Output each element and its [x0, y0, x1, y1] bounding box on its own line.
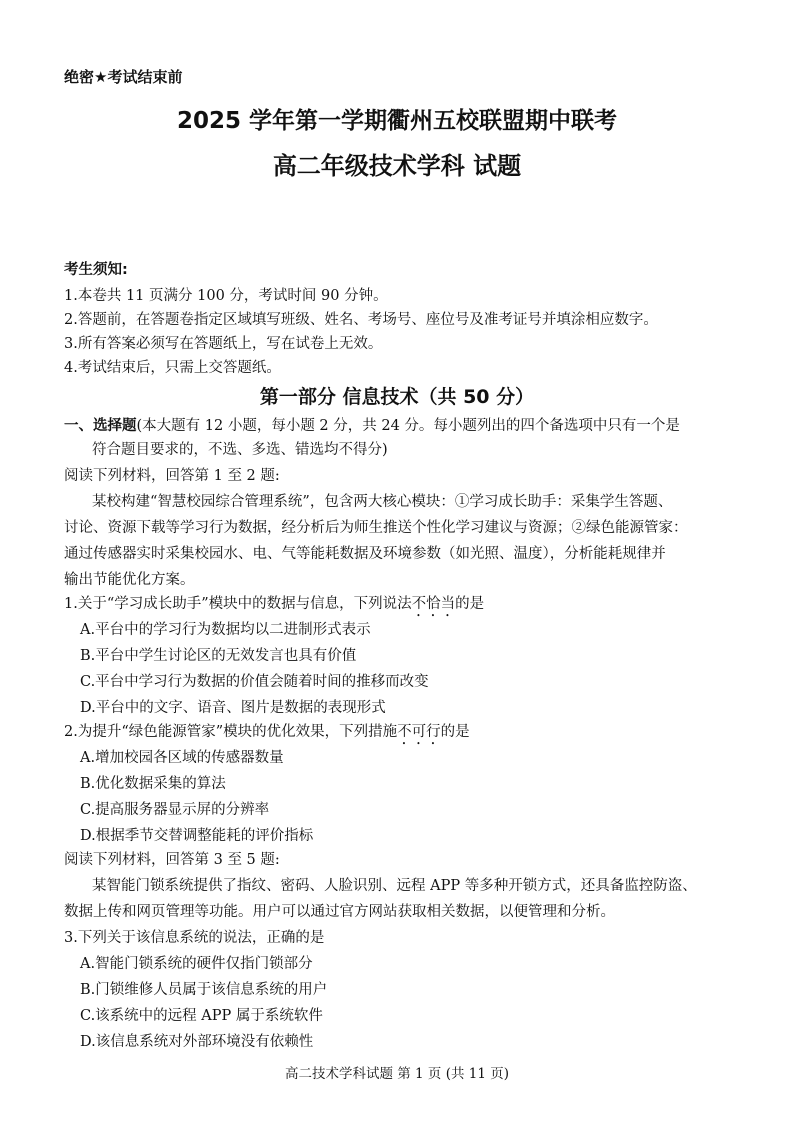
reading-intro: 阅读下列材料，回答第 3 至 5 题: — [64, 852, 280, 868]
material-line: 某校构建“智慧校园综合管理系统”，包含两大核心模块：①学习成长助手：采集学生答题、 — [92, 494, 673, 510]
option-d: D.该信息系统对外部环境没有依赖性 — [80, 1034, 314, 1050]
stem-emphasis: 不恰当 — [411, 596, 456, 612]
choice-label: 一、选择题 — [64, 418, 137, 434]
exam-subtitle: 高二年级技术学科 试题 — [272, 152, 522, 180]
notice-item: 3.所有答案必须写在答题纸上，写在试卷上无效。 — [64, 336, 383, 352]
option-d: D.平台中的文字、语音、图片是数据的表现形式 — [80, 700, 386, 716]
exam-title: 2025 学年第一学期衢州五校联盟期中联考 — [176, 108, 618, 134]
question-2-stem — [64, 720, 470, 748]
option-c: C.平台中学习行为数据的价值会随着时间的推移而改变 — [80, 674, 429, 690]
question-1-stem — [64, 592, 484, 620]
question-3-stem: 3.下列关于该信息系统的说法，正确的是 — [64, 930, 325, 946]
option-b: B.平台中学生讨论区的无效发言也具有价值 — [80, 648, 357, 664]
option-b: B.优化数据采集的算法 — [80, 776, 226, 792]
page-footer: 高二技术学科试题 第 1 页 (共 11 页) — [284, 1066, 510, 1082]
part-title: 第一部分 信息技术（共 50 分） — [259, 386, 535, 408]
stem-emphasis: 不可行 — [397, 724, 441, 740]
option-c: C.该系统中的远程 APP 属于系统软件 — [80, 1008, 323, 1024]
material-line: 讨论、资源下载等学习行为数据，经分析后为师生推送个性化学习建议与资源；②绿色能源管家： — [64, 520, 688, 536]
notice-heading: 考生须知: — [64, 262, 128, 278]
material-line: 通过传感器实时采集校园水、电、气等能耗数据及环境参数（如光照、温度），分析能耗规律并 — [64, 546, 666, 562]
notice-item: 4.考试结束后，只需上交答题纸。 — [64, 360, 281, 376]
stem-text: 的是 — [440, 724, 470, 740]
option-a: A.平台中的学习行为数据均以二进制形式表示 — [80, 622, 371, 638]
stem-text: 2.为提升“绿色能源管家”模块的优化效果，下列措施 — [64, 724, 398, 740]
option-b: B.门锁维修人员属于该信息系统的用户 — [80, 982, 328, 998]
option-a: A.增加校园各区域的传感器数量 — [80, 750, 284, 766]
material-line: 数据上传和网页管理等功能。用户可以通过官方网站获取相关数据，以便管理和分析。 — [64, 904, 615, 920]
reading-intro: 阅读下列材料，回答第 1 至 2 题: — [64, 468, 280, 484]
notice-item: 2.答题前，在答题卷指定区域填写班级、姓名、考场号、座位号及准考证号并填涂相应数字。 — [64, 312, 658, 328]
option-c: C.提高服务器显示屏的分辨率 — [80, 802, 270, 818]
option-a: A.智能门锁系统的硬件仅指门锁部分 — [80, 956, 313, 972]
material-line: 某智能门锁系统提供了指纹、密码、人脸识别、远程 APP 等多种开锁方式，还具备监控防盗、 — [92, 878, 697, 894]
stem-text: 1.关于“学习成长助手”模块中的数据与信息，下列说法 — [64, 596, 412, 612]
choice-desc: (本大题有 12 小题，每小题 2 分，共 24 分。每小题列出的四个备选项中只有一个是 — [136, 418, 680, 434]
option-d: D.根据季节交替调整能耗的评价指标 — [80, 828, 314, 844]
secret-label: 绝密★考试结束前 — [64, 68, 183, 86]
stem-text: 的是 — [455, 596, 485, 612]
choice-desc-cont: 符合题目要求的，不选、多选、错选均不得分) — [92, 442, 388, 458]
material-line: 输出节能优化方案。 — [64, 572, 195, 588]
choice-section-heading — [64, 414, 680, 435]
notice-item: 1.本卷共 11 页满分 100 分，考试时间 90 分钟。 — [64, 288, 388, 304]
